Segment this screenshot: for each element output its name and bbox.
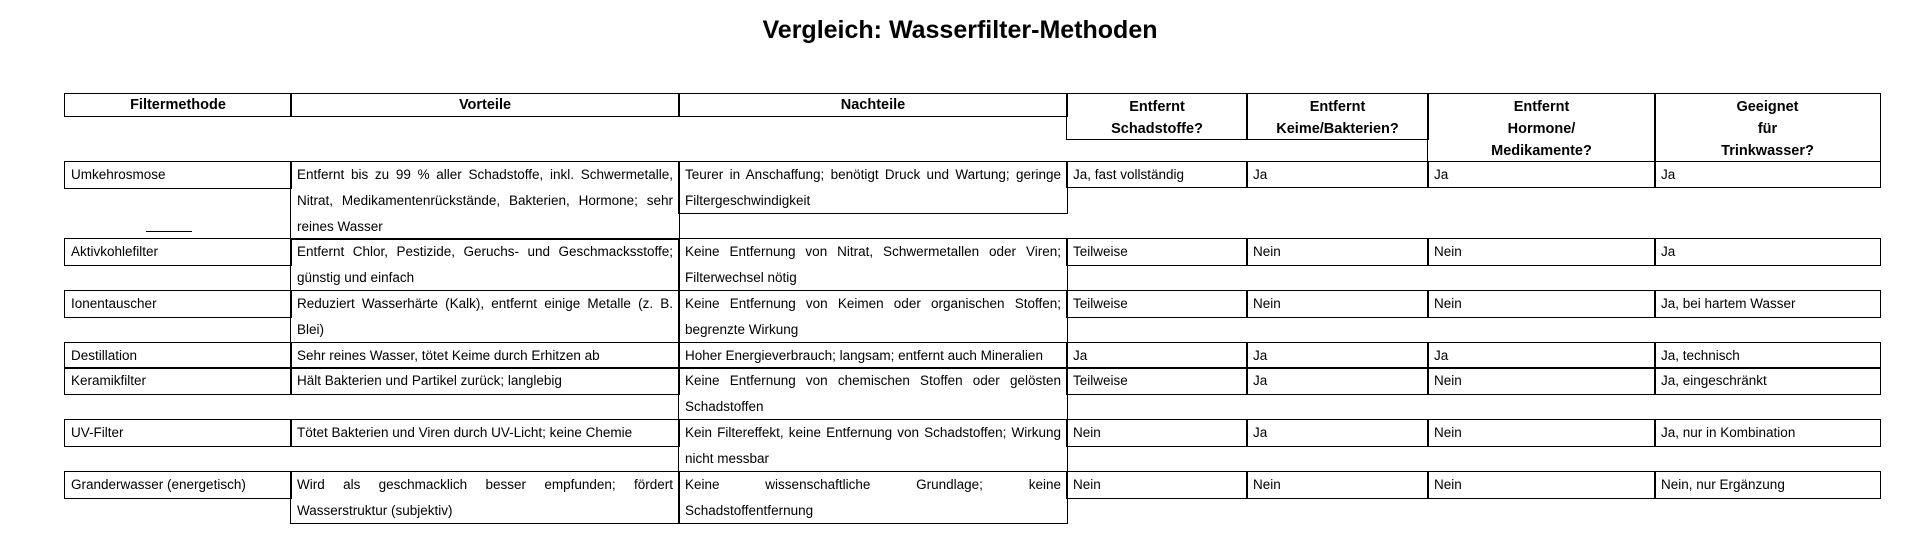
row-destillation-method: Destillation (64, 342, 292, 369)
header-nachteile: Nachteile (678, 93, 1068, 117)
row-aktivkohle-vorteile: Entfernt Chlor, Pestizide, Geruchs- und Geschmacksstoffe; günstig und einfach (290, 238, 680, 291)
row-uv-vorteile: Tötet Bakterien und Viren durch UV-Licht; keine Chemie (290, 419, 680, 447)
header-keime-line-2: Keime/Bakterien? (1276, 121, 1399, 137)
row-aktivkohle-keime: Nein (1246, 238, 1429, 266)
row-destillation-geeignet: Ja, technisch (1654, 342, 1881, 369)
row-keramik-hormone: Nein (1427, 367, 1656, 395)
row-grander-vorteile: Wird als geschmacklich besser empfunden; fördert Wasserstruktur (subjektiv) (290, 471, 680, 524)
row-keramik-method: Keramikfilter (64, 367, 292, 395)
row-umkehrosmose-method: Umkehrosmose (64, 161, 292, 189)
header-keime-line-1: Entfernt (1309, 99, 1366, 115)
row-keramik-vorteile: Hält Bakterien und Partikel zurück; langlebig (290, 367, 680, 395)
row-uv-nachteile: Kein Filtereffekt, keine Entfernung von Schadstoffen; Wirkung nicht messbar (678, 419, 1068, 472)
row-destillation-hormone: Ja (1427, 342, 1656, 369)
row-keramik-schadstoffe: Teilweise (1066, 367, 1248, 395)
row-aktivkohle-nachteile: Keine Entfernung von Nitrat, Schwermetallen oder Viren; Filterwechsel nötig (678, 238, 1068, 291)
header-geeignet (1654, 93, 1881, 162)
header-hormone-line-3: Medikamente? (1491, 143, 1592, 159)
row-ionentauscher-keime: Nein (1246, 290, 1429, 318)
row-uv-method: UV-Filter (64, 419, 292, 447)
row-keramik-nachteile: Keine Entfernung von chemischen Stoffen oder gelösten Schadstoffen (678, 367, 1068, 420)
row-ionentauscher-nachteile: Keine Entfernung von Keimen oder organischen Stoffen; begrenzte Wirkung (678, 290, 1068, 343)
row-keramik-keime: Ja (1246, 367, 1429, 395)
row-aktivkohle-method: Aktivkohlefilter (64, 238, 292, 266)
row-grander-method: Granderwasser (energetisch) (64, 471, 292, 499)
row-ionentauscher-method: Ionentauscher (64, 290, 292, 318)
row-uv-keime: Ja (1246, 419, 1429, 447)
row-grander-schadstoffe: Nein (1066, 471, 1248, 499)
row-umkehrosmose-vorteile: Entfernt bis zu 99 % aller Schadstoffe, inkl. Schwermetalle, Nitrat, Medikamentenrückstände, Bakterien, Hormone; sehr reines Wasser (290, 161, 680, 240)
row-aktivkohle-geeignet: Ja (1654, 238, 1881, 266)
header-hormone-line-1: Entfernt (1513, 99, 1570, 115)
row-uv-geeignet: Ja, nur in Kombination (1654, 419, 1881, 447)
pen-stroke-mark (146, 231, 192, 232)
header-filtermethode: Filtermethode (64, 93, 292, 117)
document-title: Vergleich: Wasserfilter-Methoden (762, 16, 1158, 44)
header-geeignet-line-1: Geeignet (1736, 99, 1799, 115)
header-geeignet-line-2: für (1757, 121, 1778, 137)
row-destillation-vorteile: Sehr reines Wasser, tötet Keime durch Erhitzen ab (290, 342, 680, 369)
row-keramik-geeignet: Ja, eingeschränkt (1654, 367, 1881, 395)
header-keime (1246, 93, 1429, 140)
row-destillation-schadstoffe: Ja (1066, 342, 1248, 369)
row-umkehrosmose-geeignet: Ja (1654, 161, 1881, 188)
row-umkehrosmose-nachteile: Teurer in Anschaffung; benötigt Druck und Wartung; geringe Filtergeschwindigkeit (678, 161, 1068, 214)
header-schadstoffe (1066, 93, 1248, 140)
row-umkehrosmose-hormone: Ja (1427, 161, 1656, 188)
row-ionentauscher-geeignet: Ja, bei hartem Wasser (1654, 290, 1881, 318)
row-umkehrosmose-schadstoffe: Ja, fast vollständig (1066, 161, 1248, 188)
row-aktivkohle-schadstoffe: Teilweise (1066, 238, 1248, 266)
row-ionentauscher-hormone: Nein (1427, 290, 1656, 318)
header-vorteile: Vorteile (290, 93, 680, 117)
header-hormone (1427, 93, 1656, 162)
row-grander-hormone: Nein (1427, 471, 1656, 499)
row-ionentauscher-schadstoffe: Teilweise (1066, 290, 1248, 318)
header-geeignet-line-3: Trinkwasser? (1721, 143, 1814, 159)
row-destillation-keime: Ja (1246, 342, 1429, 369)
header-hormone-line-2: Hormone/ (1507, 121, 1576, 137)
header-schadstoffe-line-2: Schadstoffe? (1111, 121, 1203, 137)
row-grander-nachteile: Keine wissenschaftliche Grundlage; keine Schadstoffentfernung (678, 471, 1068, 524)
row-grander-geeignet: Nein, nur Ergänzung (1654, 471, 1881, 499)
row-uv-schadstoffe: Nein (1066, 419, 1248, 447)
row-destillation-nachteile: Hoher Energieverbrauch; langsam; entfernt auch Mineralien (678, 342, 1068, 369)
row-umkehrosmose-keime: Ja (1246, 161, 1429, 188)
header-schadstoffe-line-1: Entfernt (1129, 99, 1185, 115)
row-grander-keime: Nein (1246, 471, 1429, 499)
row-ionentauscher-vorteile: Reduziert Wasserhärte (Kalk), entfernt einige Metalle (z. B. Blei) (290, 290, 680, 343)
row-aktivkohle-hormone: Nein (1427, 238, 1656, 266)
row-uv-hormone: Nein (1427, 419, 1656, 447)
